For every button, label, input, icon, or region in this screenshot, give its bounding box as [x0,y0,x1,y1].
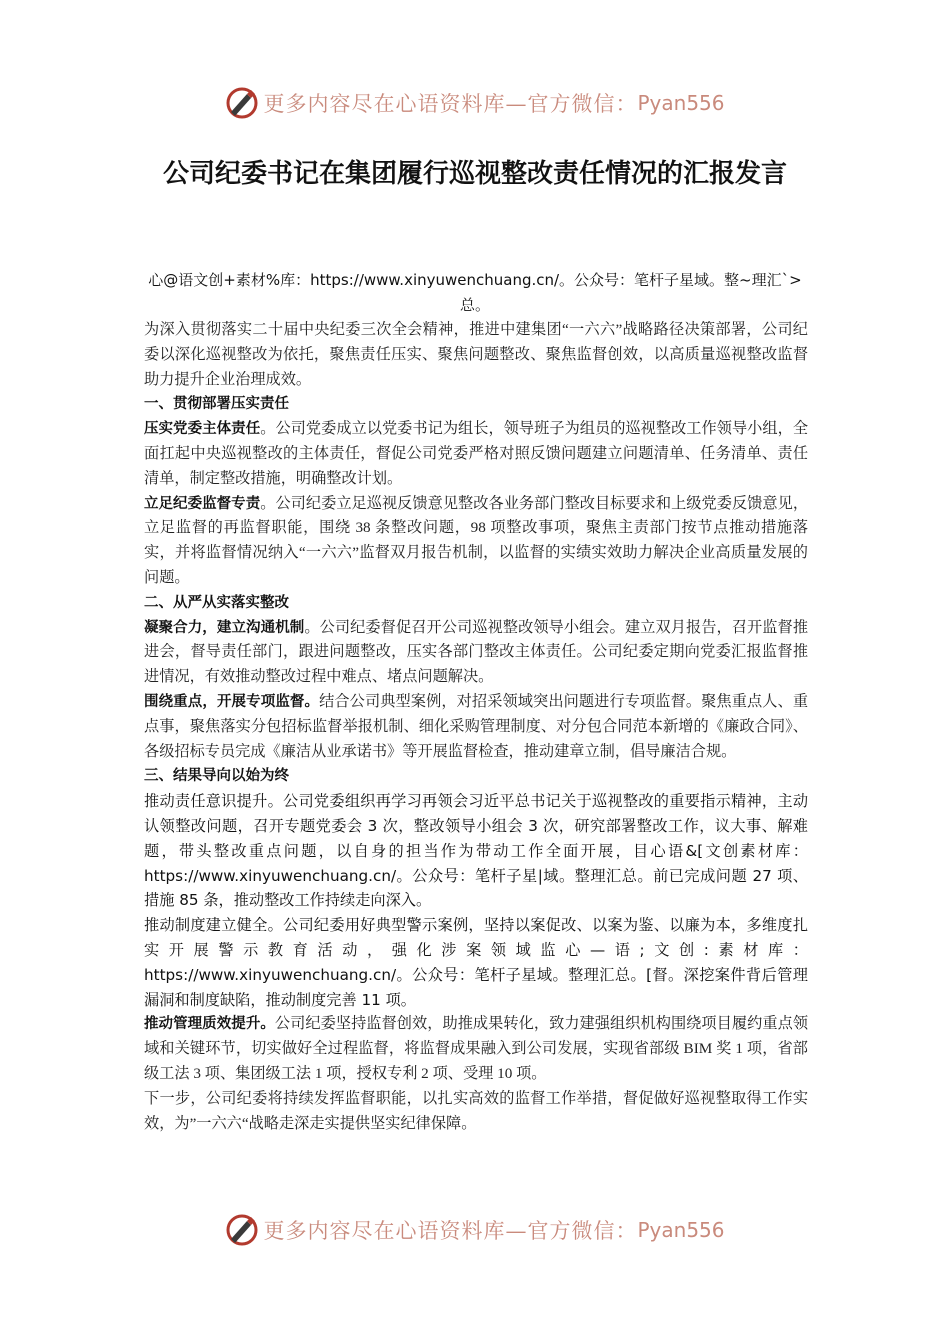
document-body [144,318,808,1136]
section-2-paragraph-1 [144,616,808,690]
footer-banner-wechat-id: Pyan556 [637,1218,725,1242]
section-1-p2-text: 。公司纪委立足巡视反馈意见整改各业务部门整改目标要求和上级党委反馈意见，立足监督的再监督职能，围绕 38 条整改问题，98 项整改事项，聚焦主责部门按节点推动措施落实，并将监督情况纳入“一六六”监督双月报告机制，以监督的实绩实效助力解决企业高质量发展的问题。 [144,494,809,586]
pen-logo-icon [225,1213,259,1247]
footer-banner-text: 更多内容尽在心语资料库—官方微信： [263,1219,638,1243]
pen-logo-icon [225,86,259,120]
section-1-p2-lead: 立足纪委监督专责 [144,495,261,512]
section-3-p3-text: 公司纪委坚持监督创效，助推成果转化，致力建强组织机构围绕项目履约重点领域和关键环节，切实做好全过程监督，将监督成果融入到公司发展，实现省部级 BIM 奖 1 项，省部级工法 3 项、集团级工法 1 项，授权专利 2 项、受理 10 项。 [144,1015,809,1082]
section-1-p1-lead: 压实党委主体责任 [144,421,261,438]
section-2-p1-text: 。公司纪委督促召开公司巡视整改领导小组会。建立双月报告，召开监督推进会，督导责任部门，跟进问题整改，压实各部门整改主体责任。公司纪委定期向党委汇报监督推进情况，有效推动整改过程中难点、堵点问题解决。 [144,618,809,686]
document-title: 公司纪委书记在集团履行巡视整改责任情况的汇报发言 [162,159,787,189]
section-3-paragraph-1: 推动责任意识提升。公司党委组织再学习再领会习近平总书记关于巡视整改的重要指示精神，主动认领整改问题，召开专题党委会 3 次，整改领导小组会 3 次，研究部署整改工作，议大事、解难题，带头整改重点问题，以自身的担当作为带动工作全面开展，目心语&[文创素材库：https://www.xinyuwenchuang.cn/。公众号：笔杆子星|域。整理汇总。前已完成问题 27 项、措施 85 条，推动整改工作持续走向深入。 [144,792,808,910]
section-1-p1-text: 。公司党委成立以党委书记为组长，领导班子为组员的巡视整改工作领导小组，全面扛起中央巡视整改的主体责任，督促公司党委严格对照反馈问题建立问题清单、任务清单、责任清单，制定整改措施，明确整改计划。 [144,420,809,487]
section-2-p1-lead: 凝聚合力，建立沟通机制 [144,619,305,636]
section-1-paragraph-1 [144,417,808,491]
banner-text: 更多内容尽在心语资料库—官方微信： [263,92,638,116]
section-3-p3-lead: 推动管理质效提升。 [144,1016,275,1033]
source-note: 心@语文创+素材%库：https://www.xinyuwenchuang.cn/。公众号：笔杆子星域。整~理汇`>总。 [148,271,802,314]
section-2-paragraph-2 [144,690,808,764]
section-2-p2-text: 结合公司典型案例，对招采领域突出问题进行专项监督。聚焦重点人、重点事，聚焦落实分包招标监督举报机制、细化采购管理制度、对分包合同范本新增的《廉政合同》、各级招标专员完成《廉洁从业承诺书》等开展监督检查，推动建章立制，倡导廉洁合规。 [144,692,809,760]
section-3-paragraph-2: 推动制度建立健全。公司纪委用好典型警示案例，坚持以案促改、以案为鉴、以廉为本，多维度扎实开展警示教育活动，强化涉案领域监心—语;文创:素材库：https://www.xinyuwenchuang.cn/。公众号：笔杆子星域。整理汇总。[督。深挖案件背后管理漏洞和制度缺陷，推动制度完善 11 项。 [144,916,808,1009]
closing-paragraph: 下一步，公司纪委将持续发挥监督职能，以扎实高效的监督工作举措，督促做好巡视整取得工作实效，为”一六六“战略走深走实提供坚实纪律保障。 [144,1089,808,1132]
header-banner [0,83,950,123]
section-3-paragraph-3 [144,1012,808,1086]
section-1-paragraph-2 [144,492,808,591]
section-1-heading: 一、贯彻部署压实责任 [144,396,289,413]
section-2-p2-lead: 围绕重点，开展专项监督。 [144,693,320,710]
section-2-heading: 二、从严从实落实整改 [144,594,289,611]
section-3-heading: 三、结果导向以始为终 [144,768,289,785]
footer-banner [0,1210,950,1250]
banner-wechat-id: Pyan556 [637,91,725,115]
intro-paragraph: 为深入贯彻落实二十届中央纪委三次全会精神，推进中建集团“一六六”战略路径决策部署，公司纪委以深化巡视整改为依托，聚焦责任压实、聚焦问题整改、聚焦监督创效，以高质量巡视整改监督助力提升企业治理成效。 [144,321,808,388]
